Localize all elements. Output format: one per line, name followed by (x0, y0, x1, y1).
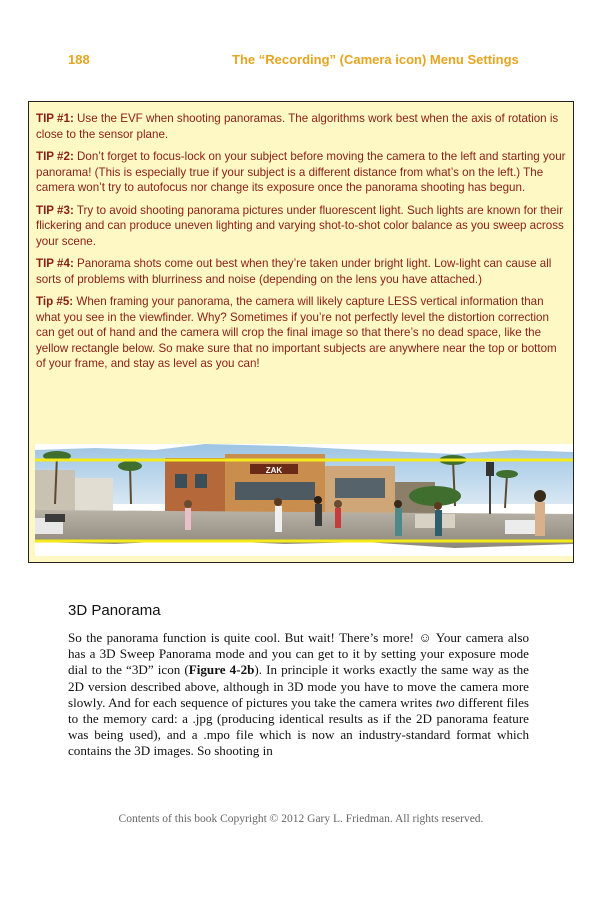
page-number: 188 (68, 52, 90, 67)
section-body (68, 630, 529, 760)
body-text-3: different files to the memory card: a .jpg (producing identical results as if the 2D panorama feature was being used), and a .mpo file which is now an industry-standard format which contains the 3D images. So shooting in (68, 694, 529, 759)
tip-5 (36, 294, 568, 372)
tip-1 (36, 111, 568, 142)
footer-copyright: Contents of this book Copyright © 2012 Gary L. Friedman. All rights reserved. (118, 813, 484, 825)
tip-label: TIP #2: (36, 150, 74, 163)
storefront-sign: ZAK (265, 466, 283, 475)
tip-label: Tip #5: (36, 295, 74, 308)
tip-label: TIP #4: (36, 257, 74, 270)
tip-label: TIP #3: (36, 203, 74, 217)
tips-box (28, 101, 574, 563)
panorama-photo (35, 444, 573, 556)
body-paragraph (68, 630, 529, 760)
tip-text: Use the EVF when shooting panoramas. The algorithms work best when the axis of rotation is close to the sensor plane. (36, 112, 559, 141)
tip-text: Don’t forget to focus-lock on your subject before moving the camera to the left and starting your panorama! (This is especially true if your subject is a different distance from what’s on the left.) The camera won’t try to autofocus nor change its exposure once the panorama shooting has begun. (36, 150, 566, 194)
tips-list (36, 111, 568, 379)
tip-3 (36, 203, 568, 250)
tip-label: TIP #1: (36, 112, 74, 125)
section-title: 3D Panorama (68, 602, 161, 619)
tip-text: Try to avoid shooting panorama pictures under fluorescent light. Such lights are known for their flickering and can produce uneven lighting and varying shot-to-shot color balance as you sweep across your scene. (36, 203, 564, 248)
tip-4 (36, 256, 568, 287)
body-text-2: ). In principle it works exactly the same way as the 2D version described above, although in 3D mode you have to move the camera more slowly. And for each sequence of pictures you take the camera writes (68, 662, 529, 710)
chapter-title: The “Recording” (Camera icon) Menu Settings (232, 52, 519, 67)
tip-text: When framing your panorama, the camera will likely capture LESS vertical information than what you see in the viewfinder. Why? Sometimes if you’re not perfectly level the distortion correction can get out of hand and the camera will crop the final image so that there’s no dead space, like the yellow rectangle below. So make sure that no important subjects are anywhere near the top or bottom of your frame, and stay as level as you can! (36, 295, 557, 370)
page-header (0, 52, 602, 72)
body-text-emphasis: two (435, 694, 455, 710)
figure-reference: Figure 4-2b (188, 662, 255, 678)
tip-2 (36, 149, 568, 196)
body-text-1: So the panorama function is quite cool. But wait! There’s more! ☺ Your camera also has a 3D Sweep Panorama mode and you can get to it by setting your exposure mode dial to the “3D” icon ( (68, 630, 529, 678)
tip-text: Panorama shots come out best when they’re taken under bright light. Low-light can cause all sorts of problems with blurriness and noise (depending on the lens you have attached.) (36, 257, 552, 286)
